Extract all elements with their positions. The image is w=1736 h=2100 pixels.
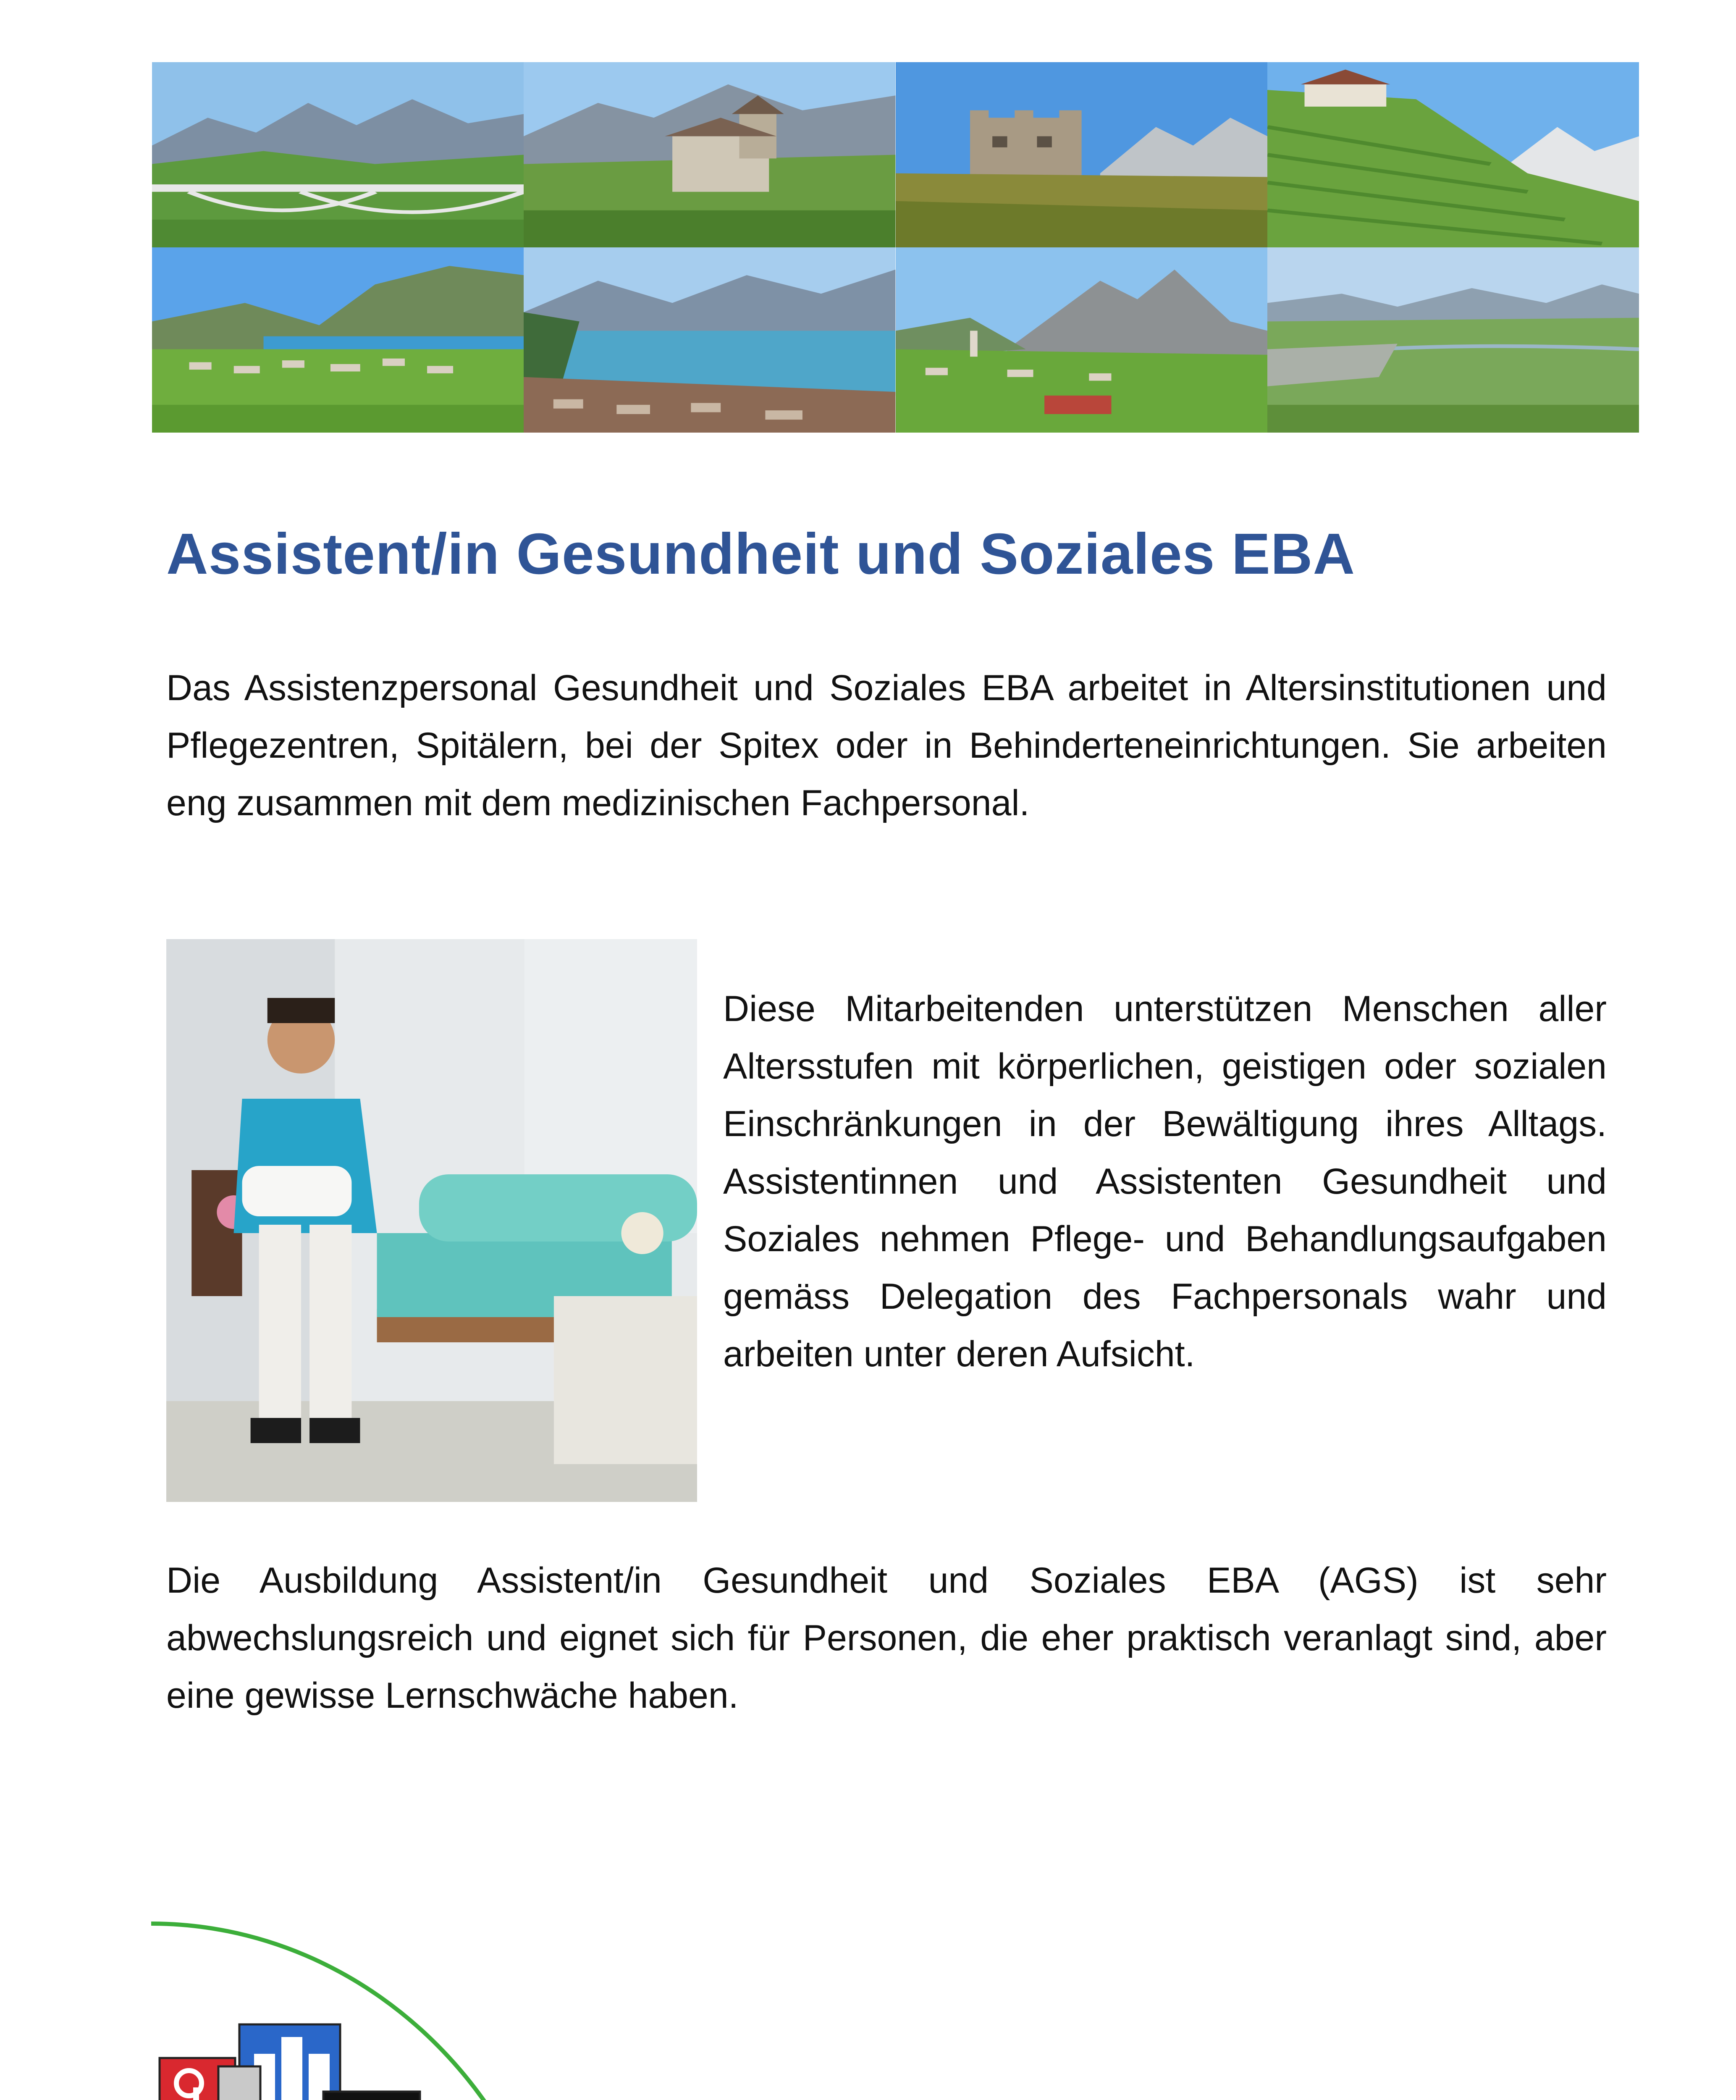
municipality-crests-logo — [155, 1999, 504, 2100]
vineyard-hills-photo — [1267, 62, 1639, 247]
photo-banner — [152, 62, 1639, 433]
lake-walensee-photo — [524, 247, 895, 433]
page-title: Assistent/in Gesundheit und Soziales EBA — [166, 522, 1356, 586]
training-paragraph: Die Ausbildung Assistent/in Gesundheit und Soziales EBA (AGS) ist sehr abwechslungsreich und eignet sich für Personen, die eher praktisch veranlagt sind, aber eine gewisse Lernschwäche haben. — [166, 1560, 1607, 1716]
tasks-paragraph: Diese Mitarbeitenden unterstützen Menschen aller Altersstufen mit körperlichen, geistigen oder sozialen Einschränkungen in der Bewältigung ihres Alltags. Assistentinnen und Assistenten Gesundheit und Soziales nehmen Pflege- und Behandlungsaufgaben gemäss Delegation des Fachpersonals wahr und arbeiten unter deren Aufsicht. — [723, 989, 1607, 1374]
mountain-village-photo — [896, 247, 1267, 433]
rhine-valley-photo — [1267, 247, 1639, 433]
lake-village-photo — [152, 247, 524, 433]
castle-ruin-photo — [896, 62, 1267, 247]
caregiver-photo — [166, 939, 697, 1502]
intro-paragraph: Das Assistenzpersonal Gesundheit und Soziales EBA arbeitet in Altersinstitutionen und Pflegezentren, Spitälern, bei der Spitex oder in Behinderteneinrichtungen. Sie arbeiten eng zusammen mit dem medizinischen Fachpersonal. — [166, 668, 1607, 823]
castle-sargans-photo — [524, 62, 895, 247]
bridge-valley-photo — [152, 62, 524, 247]
